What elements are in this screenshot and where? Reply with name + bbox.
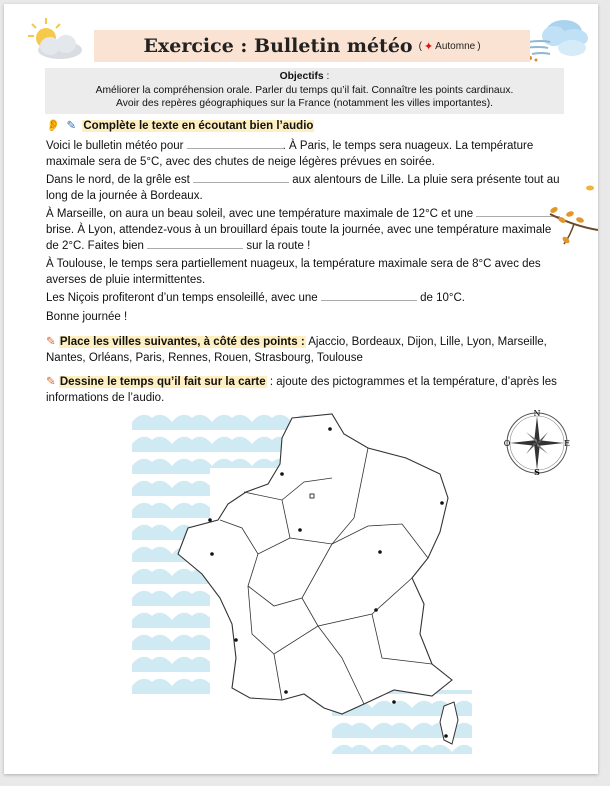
objectives-heading: Objectifs [279,71,324,82]
pencil-icon: ✎ [46,376,56,388]
compass-east: E [564,439,570,448]
city-point [280,472,284,476]
compass-north: N [533,409,541,418]
compass-south: S [534,467,540,477]
sea-atlantic [132,448,210,700]
maple-leaf-icon: ✦ [423,40,434,53]
blank-field[interactable] [193,173,289,183]
city-point [328,427,332,431]
city-point [444,734,448,738]
objectives-line-2: Avoir des repères géographiques sur la France (notamment les villes importantes). [116,98,493,109]
season-label: ( ✦ Automne ) [418,40,481,53]
objectives-line-1: Améliorer la compréhension orale. Parler du temps qu’il fait. Connaître les points cardinaux. [95,84,514,96]
title-banner [94,30,530,62]
compass-west: O [503,439,511,448]
text-paragraph-3: À Marseille, on aura un beau soleil, avec une température maximale de 12°C et une brise. À Lyon, attendez-vous à un brouillard épais toute la journée, avec une température maximale de 2°C. Faites bien sur la route ! [46,206,566,254]
objectives-box: Objectifs : Améliorer la compréhension orale. Parler du temps qu’il fait. Connaître les points cardinaux. Avoir des repères géographiques sur la France (notamment les villes importantes). [45,68,564,114]
text-paragraph-1: Voici le bulletin météo pour . À Paris, le temps sera nuageux. La température maximale sera de 5°C, avec des chutes de neige légères prévues en soirée. [46,140,534,168]
page-title: Exercice : Bulletin météo [143,35,413,57]
compass-rose-icon [502,408,572,478]
section-draw-weather: ✎ Dessine le temps qu’il fait sur la carte : ajoute des pictogrammes et la température, d’après les informations de l’audio. [46,376,557,404]
text-paragraph-2: Dans le nord, de la grêle est aux alentours de Lille. La pluie sera présente tout au long de la journée à Bordeaux. [46,174,560,202]
city-point [374,608,378,612]
city-point [440,501,444,505]
autumn-branch-icon [544,180,598,250]
city-point [298,528,302,532]
city-point [284,690,288,694]
ear-icon: 👂 [46,120,61,132]
paris-point [310,494,314,498]
text-paragraph-5: Les Niçois profiteront d’un temps ensoleillé, avec une de 10°C. [46,292,465,304]
worksheet-page [4,4,598,774]
city-point [392,700,396,704]
sun-cloud-icon [16,16,92,64]
section-cities: ✎ Place les villes suivantes, à côté des points : Ajaccio, Bordeaux, Dijon, Lille, Lyon, Marseille, Nantes, Orléans, Paris, Rennes, Rouen, Strasbourg, Toulouse [46,336,547,364]
city-point [210,552,214,556]
pencil-icon: ✎ [66,120,77,132]
city-point [234,638,238,642]
france-map [132,408,482,758]
blank-field[interactable] [187,139,283,149]
pencil-icon: ✎ [46,336,56,348]
blank-field[interactable] [321,291,417,301]
blank-field[interactable] [147,239,243,249]
city-point [378,550,382,554]
section-listen-heading: 👂 ✎ Complète le texte en écoutant bien l’audio [46,120,314,132]
text-closing: Bonne journée ! [46,311,128,323]
wind-cloud-icon [520,14,596,64]
city-point [208,518,212,522]
text-paragraph-4: À Toulouse, le temps sera partiellement nuageux, la température maximale sera de 8°C avec des averses de pluie intermittentes. [46,258,541,286]
